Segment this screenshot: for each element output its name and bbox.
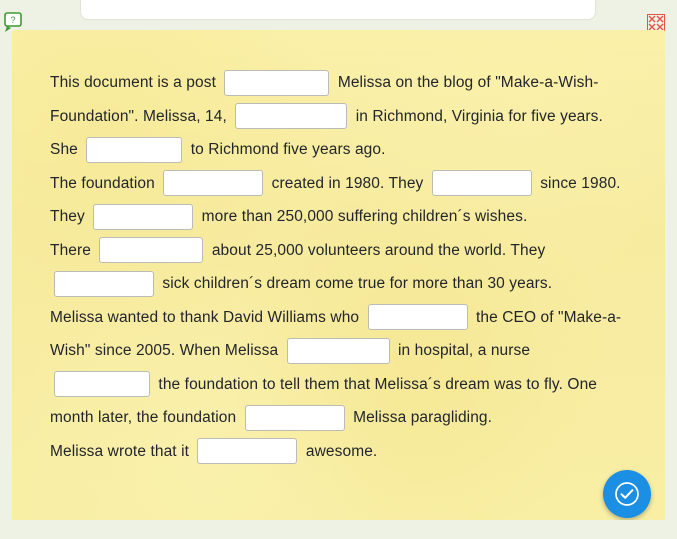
check-icon bbox=[614, 481, 640, 507]
text-segment: Melissa wrote that it bbox=[50, 442, 194, 460]
bottom-strip bbox=[0, 520, 677, 539]
text-segment: to Richmond five years ago. bbox=[186, 141, 386, 158]
gap-input-4[interactable] bbox=[163, 170, 263, 196]
check-answers-button[interactable] bbox=[603, 470, 651, 518]
gap-input-10[interactable] bbox=[287, 338, 390, 364]
gap-input-3[interactable] bbox=[86, 137, 182, 163]
gap-input-7[interactable] bbox=[99, 237, 203, 263]
text-segment: since 1980. They bbox=[50, 174, 625, 225]
text-segment: There bbox=[50, 241, 96, 259]
text-segment: The foundation bbox=[50, 174, 160, 192]
text-segment: created in 1980. They bbox=[267, 174, 428, 192]
gap-input-6[interactable] bbox=[93, 204, 193, 230]
text-segment: Melissa wanted to thank David Williams who bbox=[50, 308, 364, 326]
text-segment: sick children´s dream come true for more than 30 years. bbox=[158, 275, 553, 292]
gap-input-12[interactable] bbox=[245, 405, 345, 431]
svg-text:?: ? bbox=[10, 15, 16, 25]
text-segment: Melissa on the blog of "Make-a-Wish-Foundation". Melissa, 14, bbox=[50, 74, 599, 125]
gap-input-11[interactable] bbox=[54, 371, 150, 397]
gap-input-1[interactable] bbox=[224, 70, 329, 96]
gap-input-5[interactable] bbox=[432, 170, 532, 196]
gap-input-2[interactable] bbox=[235, 103, 347, 129]
worksheet-sheet bbox=[12, 30, 665, 520]
text-segment: the CEO of "Make-a-Wish" since 2005. When Melissa bbox=[50, 308, 622, 359]
text-segment: Melissa paragliding. bbox=[348, 409, 493, 426]
gap-input-8[interactable] bbox=[54, 271, 154, 297]
gap-fill-text bbox=[50, 66, 630, 468]
text-segment: more than 250,000 suffering children´s wishes. bbox=[197, 208, 528, 225]
gap-input-9[interactable] bbox=[368, 304, 468, 330]
text-segment: This document is a post bbox=[50, 74, 221, 91]
gap-input-13[interactable] bbox=[197, 438, 297, 464]
text-segment: the foundation to tell them that Melissa´s dream was to fly. One month later, the foundation bbox=[50, 375, 602, 426]
text-segment: in hospital, a nurse bbox=[393, 342, 535, 359]
text-segment: in Richmond, Virginia for five years. She bbox=[50, 107, 608, 158]
top-card-partial bbox=[80, 0, 596, 20]
text-segment: about 25,000 volunteers around the world. They bbox=[207, 241, 550, 259]
text-segment: awesome. bbox=[301, 442, 378, 460]
